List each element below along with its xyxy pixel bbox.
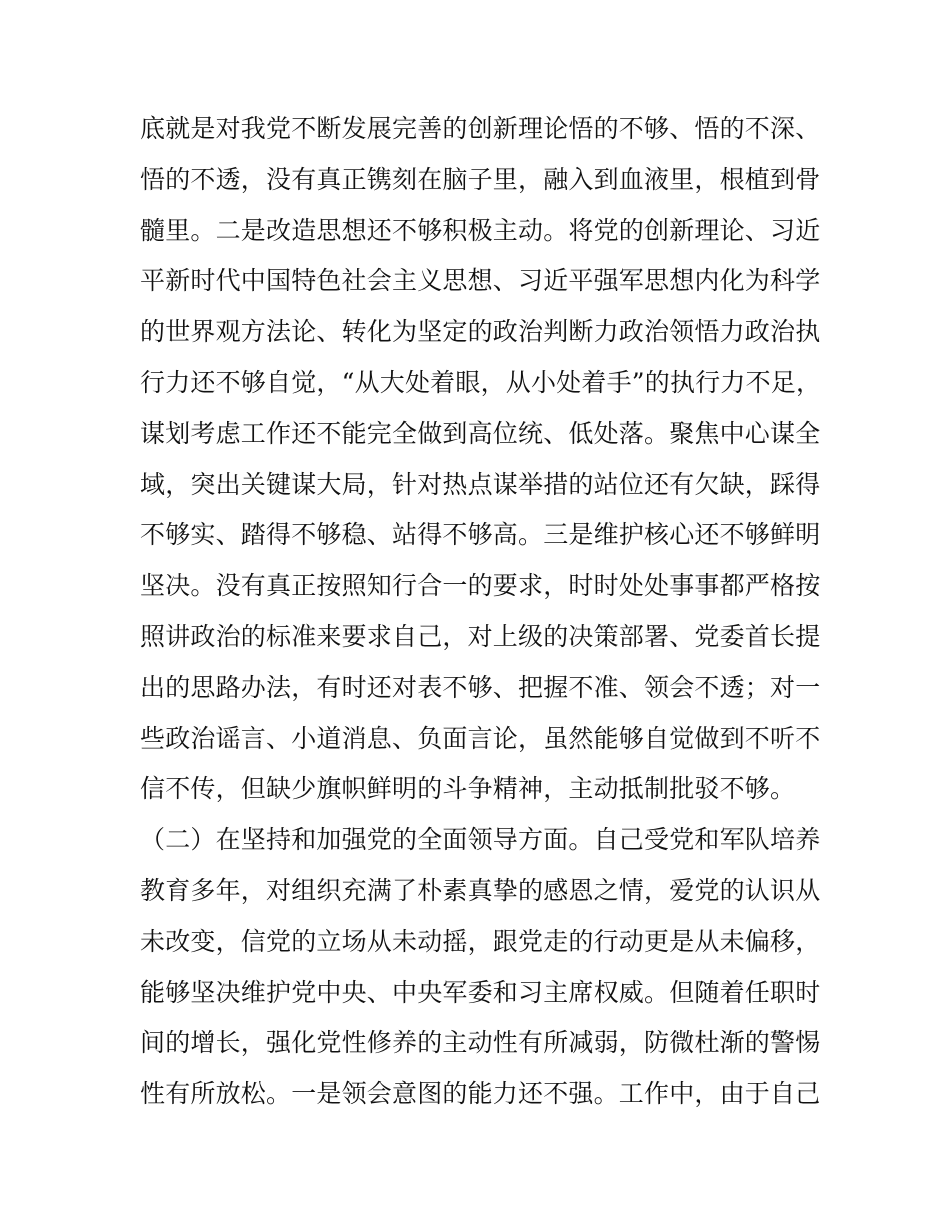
text-line: 坚决。没有真正按照知行合一的要求，时时处处事事都严格按: [140, 571, 821, 601]
text-line: 的世界观方法论、转化为坚定的政治判断力政治领悟力政治执: [140, 317, 821, 347]
text-line: 教育多年，对组织充满了朴素真挚的感恩之情，爱党的认识从: [140, 875, 821, 905]
text-line: 底就是对我党不断发展完善的创新理论悟的不够、悟的不深、: [140, 114, 821, 143]
text-line: 照讲政治的标准来要求自己，对上级的决策部署、党委首长提: [140, 621, 821, 651]
section-heading-line: （二）在坚持和加强党的全面领导方面。自己受党和军队培养: [140, 825, 821, 855]
text-line: 性有所放松。一是领会意图的能力还不强。工作中，由于自己: [140, 1079, 821, 1109]
text-line: 些政治谣言、小道消息、负面言论，虽然能够自觉做到不听不: [140, 723, 821, 753]
text-line: 悟的不透，没有真正镌刻在脑子里，融入到血液里，根植到骨: [140, 164, 821, 194]
text-line: 未改变，信党的立场从未动摇，跟党走的行动更是从未偏移，: [140, 926, 821, 956]
text-line: 髓里。二是改造思想还不够积极主动。将党的创新理论、习近: [140, 215, 821, 245]
text-line: 能够坚决维护党中央、中央军委和习主席权威。但随着任职时: [140, 977, 821, 1007]
text-line: 不够实、踏得不够稳、站得不够高。三是维护核心还不够鲜明: [140, 520, 821, 550]
text-line: 信不传，但缺少旗帜鲜明的斗争精神，主动抵制批驳不够。: [140, 774, 796, 804]
text-line: 谋划考虑工作还不能完全做到高位统、低处落。聚焦中心谋全: [140, 418, 821, 448]
text-line: 平新时代中国特色社会主义思想、习近平强军思想内化为科学: [140, 266, 821, 296]
body-text: [140, 104, 820, 1120]
text-line: 域，突出关键谋大局，针对热点谋举措的站位还有欠缺，踩得: [140, 469, 821, 499]
text-line: 行力还不够自觉，“从大处着眼，从小处着手”的执行力不足，: [140, 367, 822, 397]
text-line: 出的思路办法，有时还对表不够、把握不准、领会不透；对一: [140, 672, 821, 702]
text-line: 间的增长，强化党性修养的主动性有所减弱，防微杜渐的警惕: [140, 1028, 821, 1058]
